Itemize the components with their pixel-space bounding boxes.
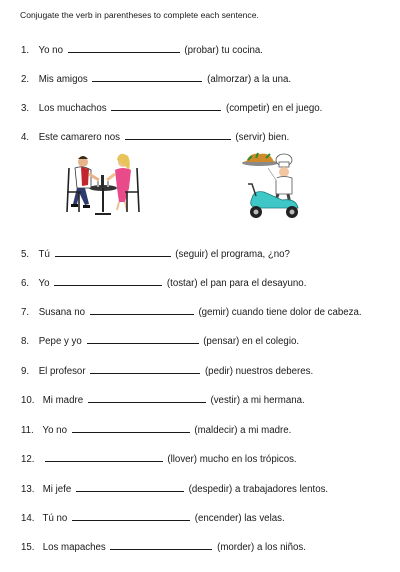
exercise-item: 14. Tú no (encender) las velas. bbox=[21, 513, 285, 524]
item-suffix: (gemir) cuando tiene dolor de cabeza. bbox=[198, 307, 362, 318]
item-suffix: (llover) mucho en los trópicos. bbox=[167, 454, 297, 465]
answer-blank[interactable] bbox=[90, 364, 200, 374]
item-prefix: Los mapaches bbox=[42, 542, 106, 553]
item-prefix: El profesor bbox=[38, 366, 86, 377]
answer-blank[interactable] bbox=[72, 423, 190, 433]
item-suffix: (probar) tu cocina. bbox=[184, 45, 263, 56]
exercise-item: 5. Tú (seguir) el programa, ¿no? bbox=[21, 249, 290, 260]
exercise-item: 3. Los muchachos (competir) en el juego. bbox=[21, 103, 323, 114]
item-suffix: (vestir) a mi hermana. bbox=[210, 395, 305, 406]
answer-blank[interactable] bbox=[92, 72, 202, 82]
item-suffix: (tostar) el pan para el desayuno. bbox=[166, 278, 307, 289]
answer-blank[interactable] bbox=[55, 247, 171, 257]
exercise-item: 8. Pepe y yo (pensar) en el colegio. bbox=[21, 336, 300, 347]
exercise-item: 15. Los mapaches (morder) a los niños. bbox=[21, 542, 306, 553]
exercise-item: 2. Mis amigos (almorzar) a la una. bbox=[21, 74, 292, 85]
item-suffix: (pedir) nuestros deberes. bbox=[204, 366, 314, 377]
answer-blank[interactable] bbox=[88, 393, 206, 403]
answer-blank[interactable] bbox=[45, 452, 163, 462]
item-suffix: (encender) las velas. bbox=[194, 513, 285, 524]
exercise-item: 4. Este camarero nos (servir) bien. bbox=[21, 132, 290, 143]
answer-blank[interactable] bbox=[125, 130, 231, 140]
item-prefix: Mis amigos bbox=[38, 74, 88, 85]
answer-blank[interactable] bbox=[110, 540, 212, 550]
item-prefix: Yo no bbox=[42, 425, 67, 436]
item-prefix: Mi madre bbox=[42, 395, 84, 406]
item-prefix: Tú bbox=[38, 249, 50, 260]
exercise-item: 6. Yo (tostar) el pan para el desayuno. bbox=[21, 278, 307, 289]
item-prefix: Los muchachos bbox=[38, 103, 107, 114]
item-suffix: (despedir) a trabajadores lentos. bbox=[188, 484, 329, 495]
item-prefix: Tú no bbox=[42, 513, 68, 524]
item-prefix: Pepe y yo bbox=[38, 336, 82, 347]
item-prefix: Susana no bbox=[38, 307, 86, 318]
item-suffix: (seguir) el programa, ¿no? bbox=[175, 249, 290, 260]
answer-blank[interactable] bbox=[90, 305, 194, 315]
item-suffix: (almorzar) a la una. bbox=[207, 74, 292, 85]
item-prefix: Este camarero nos bbox=[38, 132, 121, 143]
exercise-item: 12. (llover) mucho en los trópicos. bbox=[21, 454, 297, 465]
item-suffix: (servir) bien. bbox=[235, 132, 290, 143]
item-prefix: Mi jefe bbox=[42, 484, 72, 495]
item-suffix: (competir) en el juego. bbox=[225, 103, 323, 114]
exercise-item: 13. Mi jefe (despedir) a trabajadores lentos. bbox=[21, 484, 329, 495]
answer-blank[interactable] bbox=[54, 276, 162, 286]
item-suffix: (morder) a los niños. bbox=[217, 542, 306, 553]
chef-on-scooter-icon bbox=[238, 150, 304, 222]
exercise-item: 9. El profesor (pedir) nuestros deberes. bbox=[21, 366, 314, 377]
item-suffix: (pensar) en el colegio. bbox=[203, 336, 300, 347]
answer-blank[interactable] bbox=[68, 43, 180, 53]
dining-couple-icon bbox=[55, 148, 150, 220]
item-suffix: (maldecir) a mi madre. bbox=[194, 425, 292, 436]
exercise-item: 7. Susana no (gemir) cuando tiene dolor de cabeza. bbox=[21, 307, 362, 318]
item-prefix: Yo bbox=[38, 278, 50, 289]
exercise-item: 1. Yo no (probar) tu cocina. bbox=[21, 45, 263, 56]
answer-blank[interactable] bbox=[72, 511, 190, 521]
instructions: Conjugate the verb in parentheses to complete each sentence. bbox=[20, 10, 259, 20]
exercise-item: 10. Mi madre (vestir) a mi hermana. bbox=[21, 395, 305, 406]
answer-blank[interactable] bbox=[87, 334, 199, 344]
answer-blank[interactable] bbox=[111, 101, 221, 111]
answer-blank[interactable] bbox=[76, 482, 184, 492]
exercise-item: 11. Yo no (maldecir) a mi madre. bbox=[21, 425, 292, 436]
item-prefix: Yo no bbox=[38, 45, 63, 56]
